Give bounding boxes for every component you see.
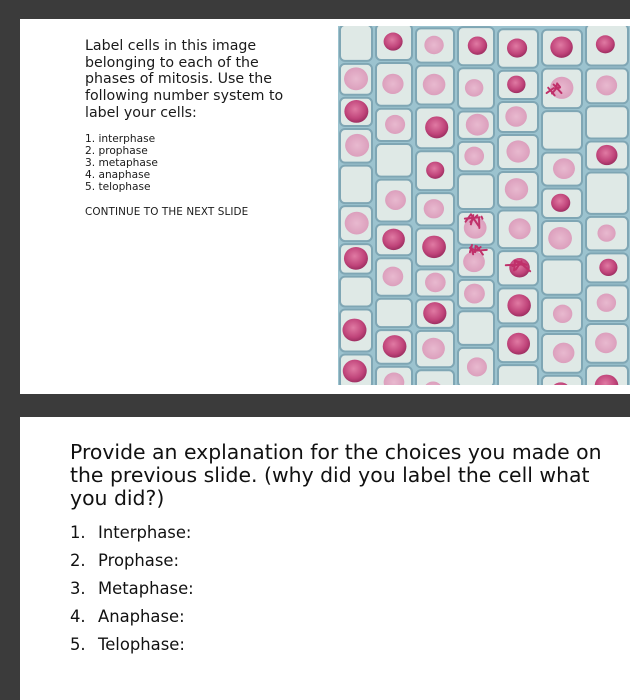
- item-number: 4.: [70, 607, 86, 626]
- cell-nucleus: [423, 302, 446, 324]
- mitosis-micrograph: [338, 26, 630, 385]
- cell-nucleus: [344, 67, 368, 90]
- cell-nucleus: [425, 116, 448, 138]
- cell-nucleus: [342, 319, 366, 342]
- cell-nucleus: [382, 229, 405, 250]
- cell-nucleus: [596, 75, 617, 95]
- cell-nucleus: [467, 357, 487, 376]
- item-number: 3.: [70, 579, 86, 598]
- plant-cell: [498, 365, 538, 385]
- cell-nucleus: [424, 199, 444, 218]
- cell-nucleus: [551, 194, 570, 212]
- cell-nucleus: [596, 35, 615, 53]
- chromosome: [556, 85, 557, 86]
- cell-nucleus: [344, 247, 368, 270]
- instructions: [85, 38, 285, 218]
- cell-nucleus: [422, 236, 446, 259]
- plant-cell: [376, 299, 412, 327]
- instructions-text: Label cells in this image belonging to each of the phases of mitosis. Use the following number system to label your cells:: [85, 38, 284, 121]
- cell-nucleus: [383, 267, 404, 287]
- cell-nucleus: [465, 79, 483, 97]
- plant-cell: [340, 26, 372, 61]
- cell-nucleus: [507, 76, 525, 93]
- item-label: Prophase:: [98, 551, 179, 570]
- plant-cell: [586, 106, 628, 138]
- phase-item: 2. prophase: [85, 144, 148, 157]
- explanation-list: [70, 519, 194, 659]
- cell-nucleus: [507, 333, 530, 355]
- cell-nucleus: [426, 162, 444, 179]
- explanation-item: [70, 575, 194, 603]
- plant-cell: [376, 144, 412, 177]
- cell-nucleus: [509, 218, 531, 239]
- cell-nucleus: [596, 145, 617, 165]
- cell-nucleus: [385, 190, 406, 210]
- cell-nucleus: [553, 305, 572, 323]
- explanation-prompt: Provide an explanation for the choices you made on the previous slide. (why did you label the cell what you did?): [70, 440, 602, 510]
- cell-nucleus: [597, 293, 616, 311]
- cell-nucleus: [506, 140, 529, 162]
- cell-nucleus: [424, 36, 443, 54]
- phase-item: 4. anaphase: [85, 169, 151, 182]
- plant-cell: [542, 111, 582, 150]
- cell-nucleus: [464, 147, 484, 166]
- phase-item: 1. interphase: [85, 132, 156, 145]
- cell-nucleus: [343, 360, 367, 383]
- cell-nucleus: [553, 343, 575, 364]
- item-label: Anaphase:: [98, 607, 185, 626]
- chromosome: [514, 261, 515, 270]
- cell-nucleus: [423, 74, 446, 95]
- item-number: 5.: [70, 635, 86, 654]
- cell-nucleus: [384, 33, 403, 51]
- phase-item: 5. telophase: [85, 181, 151, 194]
- chromosome: [482, 217, 483, 219]
- cell-nucleus: [345, 212, 369, 235]
- plant-cell: [340, 277, 372, 307]
- plant-cell: [340, 166, 372, 204]
- explanation-item: [70, 603, 194, 631]
- continue-note: CONTINUE TO THE NEXT SLIDE: [85, 205, 249, 218]
- cell-nucleus: [383, 335, 407, 358]
- explanation-item: [70, 631, 194, 659]
- cell-nucleus: [382, 74, 403, 94]
- plant-cell: [542, 259, 582, 294]
- cell-nucleus: [468, 36, 487, 54]
- item-number: 1.: [70, 523, 86, 542]
- cell-nucleus: [595, 333, 617, 354]
- item-number: 2.: [70, 551, 86, 570]
- explanation-item: [70, 519, 194, 547]
- cell-nucleus: [344, 100, 368, 123]
- cell-nucleus: [550, 36, 573, 57]
- cell-nucleus: [505, 178, 528, 200]
- cell-nucleus: [466, 114, 489, 136]
- item-label: Interphase:: [98, 523, 192, 542]
- cell-nucleus: [507, 294, 530, 316]
- cell-nucleus: [385, 115, 405, 134]
- cell-nucleus: [505, 106, 527, 127]
- phase-number-list: [85, 133, 285, 194]
- explanation-item: [70, 547, 194, 575]
- plant-cell: [586, 172, 628, 213]
- slide-2: [20, 417, 630, 700]
- cell-nucleus: [548, 227, 572, 250]
- item-label: Telophase:: [98, 635, 185, 654]
- plant-cell: [458, 311, 494, 345]
- item-label: Metaphase:: [98, 579, 194, 598]
- slide-1: [20, 19, 630, 394]
- cell-nucleus: [345, 134, 369, 157]
- phase-item: 3. metaphase: [85, 156, 158, 169]
- cell-nucleus: [507, 38, 527, 57]
- cell-nucleus: [464, 284, 485, 304]
- cell-nucleus: [425, 273, 446, 293]
- cell-nucleus: [597, 224, 615, 241]
- plant-cell: [458, 174, 494, 209]
- cell-nucleus: [553, 158, 575, 179]
- cell-nucleus: [599, 259, 617, 276]
- cell-nucleus: [422, 338, 445, 360]
